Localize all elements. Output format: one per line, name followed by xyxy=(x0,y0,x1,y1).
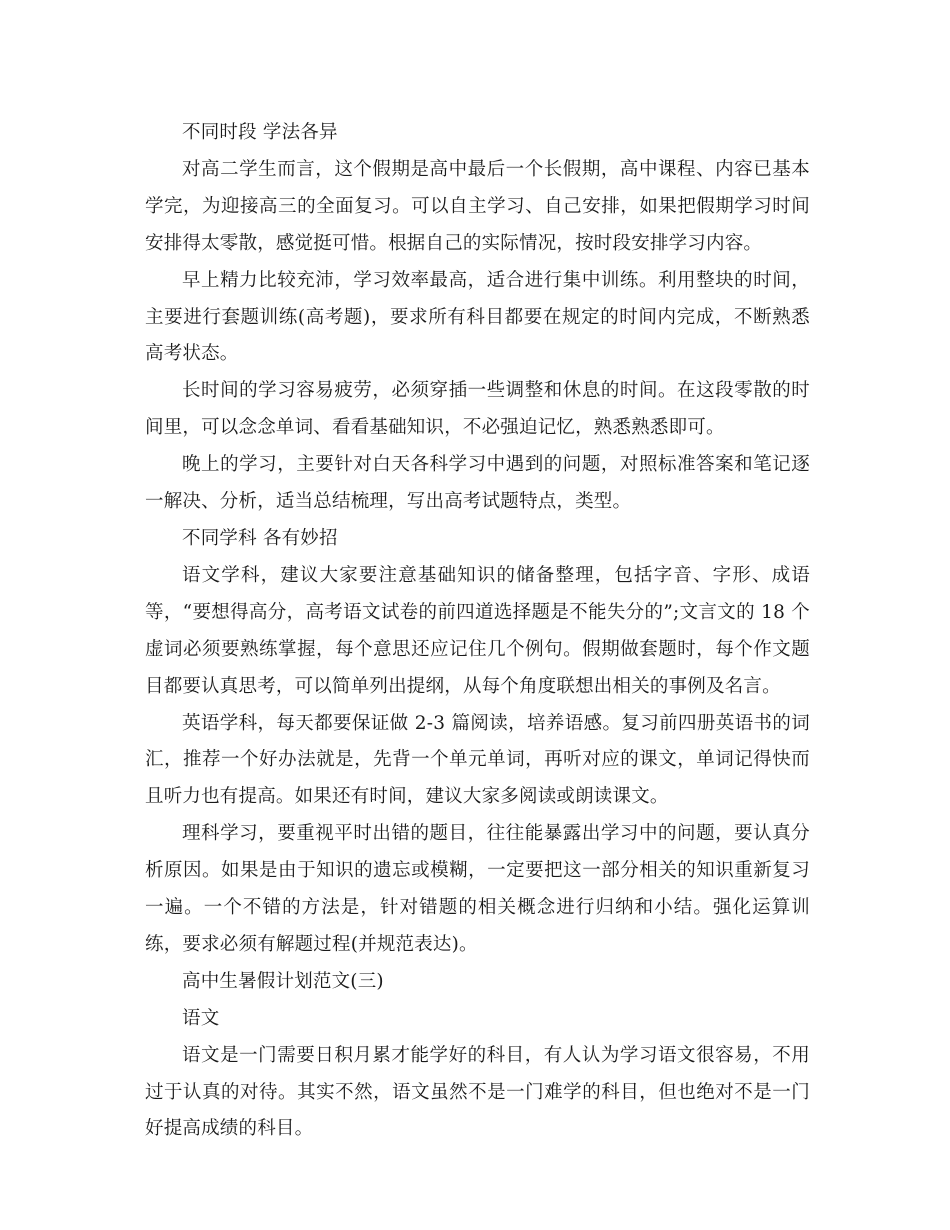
paragraph: 理科学习，要重视平时出错的题目，往往能暴露出学习中的问题，要认真分析原因。如果是由于知识的遗忘或模糊，一定要把这一部分相关的知识重新复习一遍。一个不错的方法是，针对错题的相关概念进行归纳和小结。强化运算训练，要求必须有解题过程(并规范表达)。 xyxy=(145,823,810,955)
paragraph: 晚上的学习，主要针对白天各科学习中遇到的问题，对照标准答案和笔记逐一解决、分析，适当总结梳理，写出高考试题特点，类型。 xyxy=(145,454,810,513)
section-heading: 不同学科 各有妙招 xyxy=(182,527,338,549)
section-heading: 不同时段 学法各异 xyxy=(182,122,338,143)
paragraph: 英语学科，每天都要保证做 2-3 篇阅读，培养语感。复习前四册英语书的词汇，推荐一个好办法就是，先背一个单元单词，再听对应的课文，单词记得快而且听力也有提高。如果还有时间，建议大家多阅读或朗读课文。 xyxy=(145,712,810,808)
section-heading: 高中生暑假计划范文(三) xyxy=(182,970,384,992)
paragraph: 语文是一门需要日积月累才能学好的科目，有人认为学习语文很容易，不用过于认真的对待。其实不然，语文虽然不是一门难学的科目，但也绝对不是一门好提高成绩的科目。 xyxy=(145,1044,810,1140)
paragraph: 对高二学生而言，这个假期是高中最后一个长假期，高中课程、内容已基本学完，为迎接高三的全面复习。可以自主学习、自己安排，如果把假期学习时间安排得太零散，感觉挺可惜。根据自己的实际情况，按时段安排学习内容。 xyxy=(145,158,810,254)
paragraph: 长时间的学习容易疲劳，必须穿插一些调整和休息的时间。在这段零散的时间里，可以念念单词、看看基础知识，不必强迫记忆，熟悉熟悉即可。 xyxy=(145,380,810,439)
paragraph: 语文学科，建议大家要注意基础知识的储备整理，包括字音、字形、成语等，“要想得高分，高考语文试卷的前四道选择题是不能失分的”;文言文的 18 个虚词必须要熟练掌握，每个意思还应记住几个例句。假期做套题时，每个作文题目都要认真思考，可以简单列出提纲，从每个角度联想出相关的事例及名言。 xyxy=(145,564,810,697)
paragraph: 早上精力比较充沛，学习效率最高，适合进行集中训练。利用整块的时间，主要进行套题训练(高考题)，要求所有科目都要在规定的时间内完成，不断熟悉高考状态。 xyxy=(145,269,810,365)
document-body xyxy=(145,115,810,1148)
subject-heading: 语文 xyxy=(182,1007,220,1029)
